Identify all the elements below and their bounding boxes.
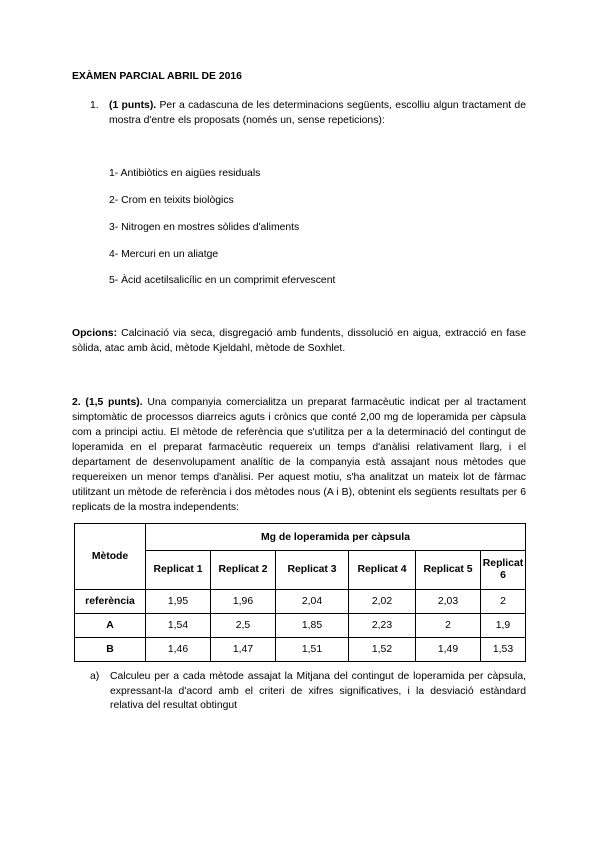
list-item: 5- Àcid acetilsalicílic en un comprimit efervescent	[109, 275, 336, 286]
method-cell: A	[75, 614, 146, 638]
value-cell: 1,46	[146, 638, 211, 662]
value-cell: 1,96	[211, 590, 276, 614]
value-cell: 2	[481, 590, 526, 614]
value-cell: 2,03	[416, 590, 481, 614]
value-cell: 1,95	[146, 590, 211, 614]
value-cell: 2	[416, 614, 481, 638]
replicate-header: Replicat 2	[211, 551, 276, 590]
question-1-text: Per a cadascuna de les determinacions següents, escolliu algun tractament de mostra d'entre els proposats (només un, sense repeticions):	[109, 100, 526, 126]
replicate-header: Replicat 1	[146, 551, 211, 590]
list-item: 1- Antibiòtics en aigües residuals	[109, 168, 261, 179]
replicate-header: Replicat 4	[349, 551, 416, 590]
exam-title: EXÀMEN PARCIAL ABRIL DE 2016	[72, 71, 242, 82]
value-cell: 2,04	[276, 590, 349, 614]
value-cell: 1,49	[416, 638, 481, 662]
value-cell: 1,85	[276, 614, 349, 638]
table-row	[75, 614, 526, 638]
question-1	[90, 99, 526, 128]
replicate-header: Replicat 5	[416, 551, 481, 590]
value-cell: 1,51	[276, 638, 349, 662]
subquestion-a	[90, 670, 526, 714]
value-cell: 2,5	[211, 614, 276, 638]
question-2-lead: 2. (1,5 punts).	[72, 397, 143, 408]
subquestion-a-label: a)	[90, 671, 100, 682]
list-item: 4- Mercuri en un aliatge	[109, 249, 219, 260]
list-item: 3- Nitrogen en mostres sòlides d'aliments	[109, 222, 300, 233]
value-cell: 1,47	[211, 638, 276, 662]
method-cell: referència	[75, 590, 146, 614]
replicate-header: Replicat 6	[481, 551, 526, 590]
value-cell: 1,52	[349, 638, 416, 662]
question-1-number: 1.	[90, 100, 99, 111]
value-cell: 2,23	[349, 614, 416, 638]
question-1-points: (1 punts).	[109, 100, 157, 111]
list-item: 2- Crom en teixits biològics	[109, 195, 234, 206]
question-1-body	[109, 99, 526, 128]
value-cell: 1,9	[481, 614, 526, 638]
replicate-header: Replicat 3	[276, 551, 349, 590]
value-cell: 1,53	[481, 638, 526, 662]
question-2-text: Una companyia comercialitza un preparat farmacèutic indicat per al tractament simptomàtic de processos diarreics aguts i crònics que conté 2,00 mg de loperamida per càpsula com a principi actiu. El mètode de referència que s'utilitza per a la determinació del contingut de loperamida en el preparat farmacèutic requereix un temps d'anàlisi relativament llarg, i el departament de desenvolupament analític de la companyia està assajant nous mètodes que requereixen un menor temps d'anàlisi. Per aquest motiu, s'ha analitzat un mateix lot de fàrmac utilitzant un mètode de referència i dos mètodes nous (A i B), obtenint els següents resultats per 6 replicats de la mostra independents:	[72, 397, 526, 513]
value-cell: 2,02	[349, 590, 416, 614]
results-table	[74, 523, 526, 662]
options-paragraph	[72, 326, 526, 356]
table-row	[75, 638, 526, 662]
subquestion-a-text: Calculeu per a cada mètode assajat la Mitjana del contingut de loperamida per càpsula, expressant-la d'acord amb el criteri de xifres significatives, i la desviació estàndard relativa del resultat obtingut	[110, 671, 526, 711]
method-cell: B	[75, 638, 146, 662]
question-2	[72, 395, 526, 515]
group-header: Mg de loperamida per càpsula	[146, 524, 526, 551]
options-text: Calcinació via seca, disgregació amb fundents, dissolució en aigua, extracció en fase sòlida, atac amb àcid, mètode Kjeldahl, mètode de Soxhlet.	[72, 328, 526, 354]
table-row	[75, 590, 526, 614]
method-header: Mètode	[75, 524, 146, 590]
options-label: Opcions:	[72, 328, 118, 339]
value-cell: 1,54	[146, 614, 211, 638]
